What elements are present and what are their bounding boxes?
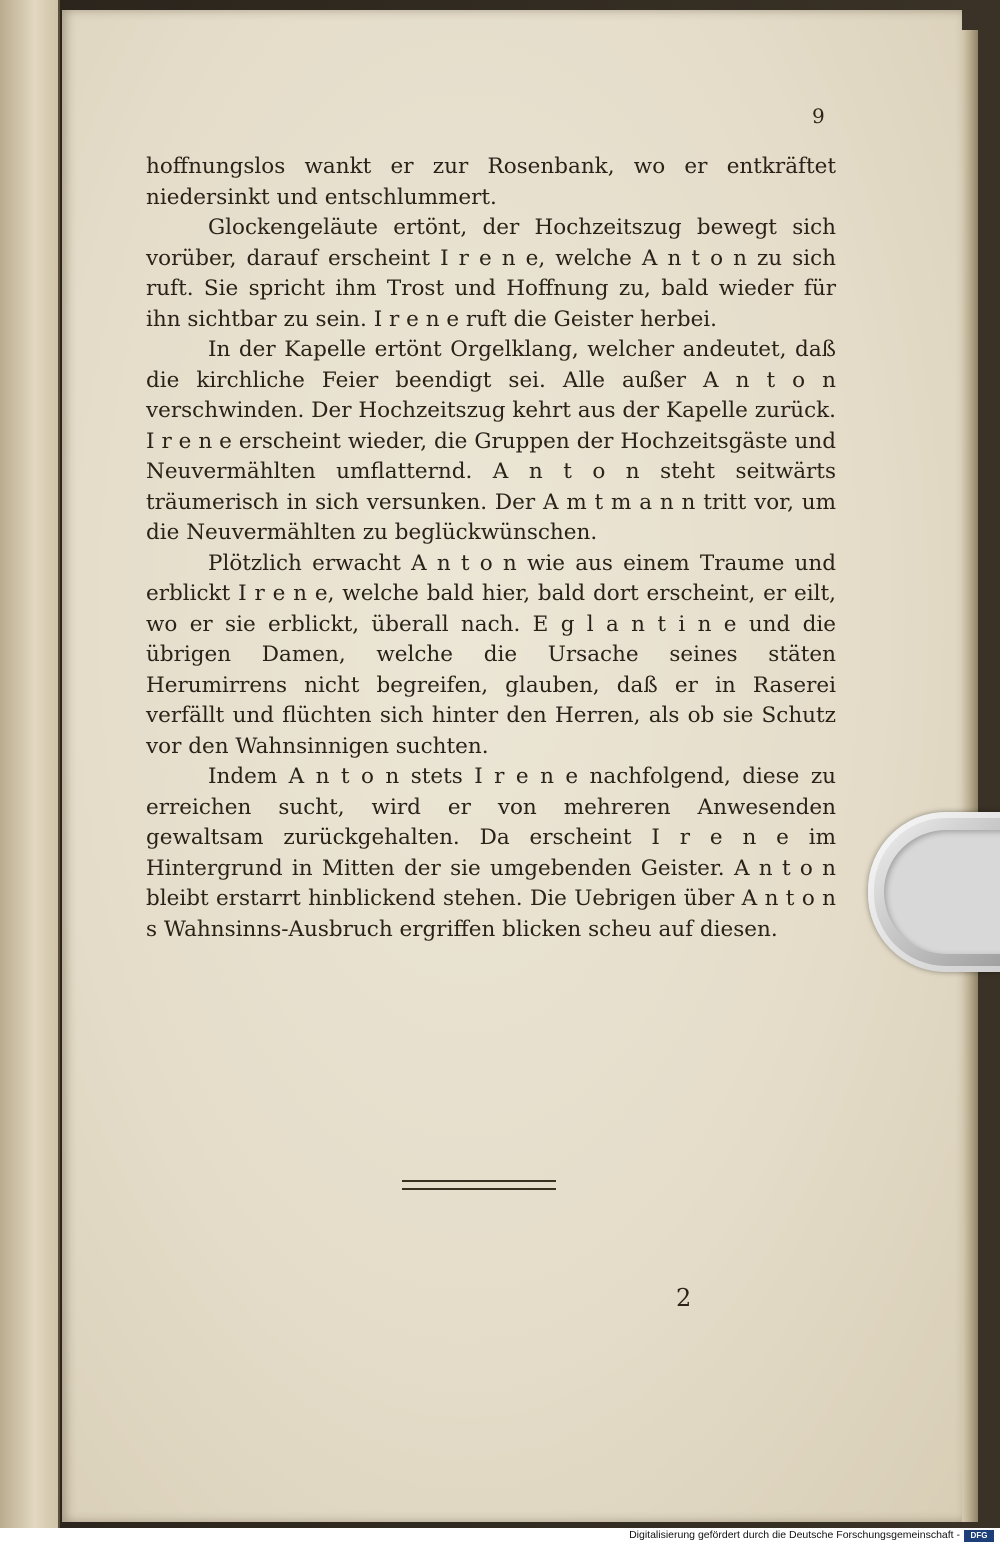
- page-body-text: [146, 152, 836, 945]
- footer-credit-text: Digitalisierung gefördert durch die Deutsche Forschungsgemeinschaft -: [629, 1529, 960, 1541]
- section-divider-rule: [402, 1180, 556, 1190]
- signature-mark: 2: [676, 1284, 692, 1312]
- page-clip-inner: [884, 830, 1000, 954]
- paragraph-3: In der Kapelle ertönt Orgelklang, welcher andeutet, daß die kirchliche Feier beendigt sei. Alle außer A n t o n verschwinden. Der Hochzeitszug kehrt aus der Kapelle zurück. I r e n e erscheint wieder, die Gruppen der Hochzeitsgäste und Neuvermählten umflatternd. A n t o n steht seitwärts träumerisch in sich versunken. Der A m t m a n n tritt vor, um die Neuvermählten zu beglückwünschen.: [146, 337, 836, 545]
- page-stack-edge: [962, 30, 978, 1522]
- dfg-logo-icon: DFG: [964, 1530, 994, 1542]
- paragraph-4: Plötzlich erwacht A n t o n wie aus einem Traume und erblickt I r e n e, welche bald hier, bald dort erscheint, er eilt, wo er sie erblickt, überall nach. E g l a n t i n e und die übrigen Damen, welche die Ursache seines stäten Herumirrens nicht begreifen, glauben, daß er in Raserei verfällt und flüchten sich hinter den Herren, als ob sie Schutz vor den Wahnsinnigen suchten.: [146, 550, 836, 759]
- paragraph-5: Indem A n t o n stets I r e n e nachfolgend, diese zu erreichen sucht, wird er von mehreren Anwesenden gewaltsam zurückgehalten. Da erscheint I r e n e im Hintergrund in Mitten der sie umgebenden Geister. A n t o n bleibt erstarrt hinblickend stehen. Die Uebrigen über A n t o n s Wahnsinns-Ausbruch ergriffen blicken scheu auf diesen.: [146, 764, 836, 942]
- paragraph-2: Glockengeläute ertönt, der Hochzeitszug bewegt sich vorüber, darauf erscheint I r e n e, welche A n t o n zu sich ruft. Sie spricht ihm Trost und Hoffnung zu, bald wieder für ihn sichtbar zu sein. I r e n e ruft die Geister herbei.: [146, 215, 836, 332]
- facing-page-edge: [0, 0, 60, 1528]
- page-number: 9: [812, 104, 825, 128]
- digitization-footer: [0, 1528, 1000, 1545]
- paragraph-1: hoffnungslos wankt er zur Rosenbank, wo er entkräftet niedersinkt und entschlummert.: [146, 154, 836, 210]
